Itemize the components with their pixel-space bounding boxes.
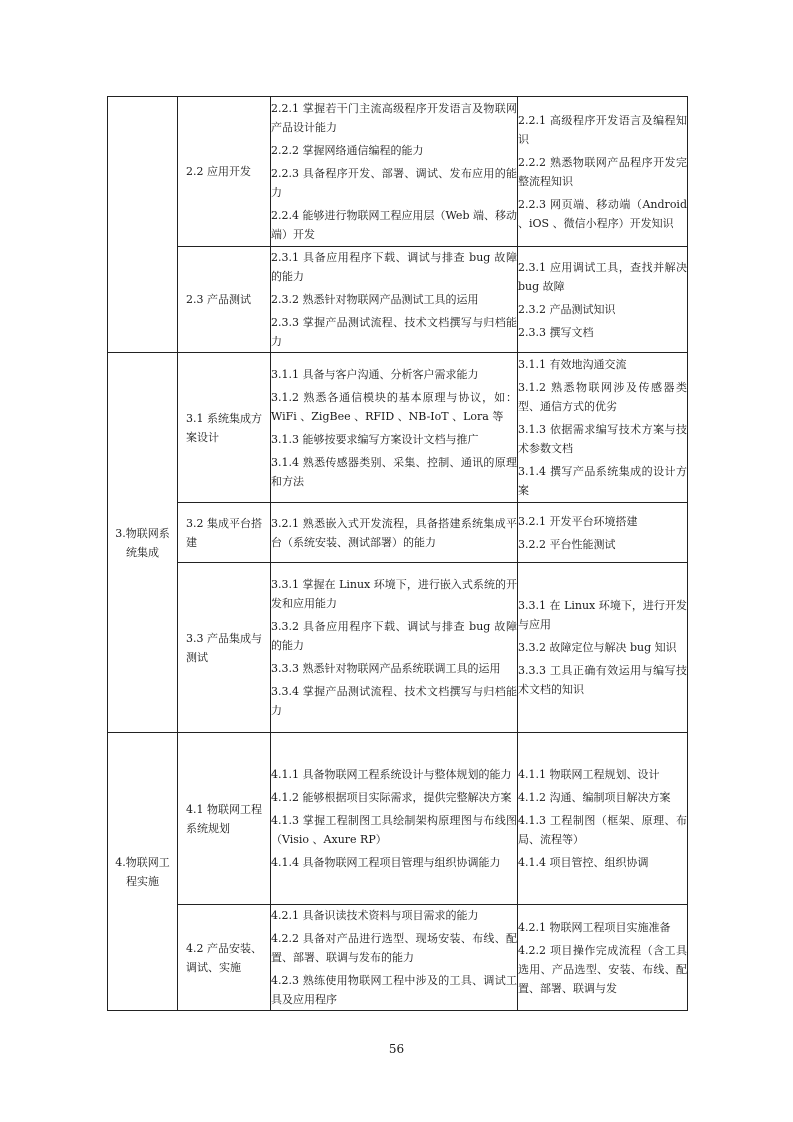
subtask-label: 2.2 应用开发: [186, 165, 251, 178]
knowledge-item: 3.1.3 依据需求编写技术方案与技术参数文档: [518, 423, 687, 455]
table-row: [108, 503, 688, 563]
knowledge-item: 2.3.1 应用调试工具，查找并解决 bug 故障: [518, 260, 687, 293]
ability-item: 4.1.3 掌握工程制图工具绘制架构原理图与布线图（Visio 、Axure RP）: [271, 814, 517, 846]
knowledge-item: 3.3.2 故障定位与解决 bug 知识: [518, 641, 677, 654]
knowledge-item: 3.2.1 开发平台环境搭建: [518, 514, 638, 528]
subtask-cell: [178, 247, 271, 353]
ability-item: 3.1.3 能够按要求编写方案设计文档与推广: [271, 432, 479, 446]
knowledge-cell: [518, 563, 688, 733]
ability-cell: [271, 353, 518, 503]
ability-item: 2.2.2 掌握网络通信编程的能力: [271, 144, 424, 157]
knowledge-item: 2.3.3 撰写文档: [518, 325, 594, 339]
ability-item: 3.1.2 熟悉各通信模块的基本原理与协议，如：WiFi 、ZigBee 、RFID 、NB-IoT 、Lora 等: [271, 390, 517, 423]
group-label: 4.物联网工程实施: [115, 855, 170, 888]
knowledge-item: 2.2.3 网页端、移动端（Android 、iOS 、微信小程序）开发知识: [518, 197, 687, 230]
subtask-label: 2.3 产品测试: [186, 293, 251, 306]
ability-item: 3.1.4 熟悉传感器类别、采集、控制、通讯的原理和方法: [271, 455, 517, 488]
ability-item: 2.2.1 掌握若干门主流高级程序开发语言及物联网产品设计能力: [271, 102, 517, 134]
knowledge-item: 4.1.1 物联网工程规划、设计: [518, 768, 660, 781]
page-number: 56: [388, 1042, 405, 1056]
knowledge-item: 2.3.2 产品测试知识: [518, 302, 616, 316]
subtask-label: 3.2 集成平台搭建: [186, 516, 262, 549]
ability-item: 4.1.1 具备物联网工程系统设计与整体规划的能力: [271, 768, 512, 781]
knowledge-cell: [518, 353, 688, 503]
table-row: [108, 905, 688, 1011]
knowledge-item: 4.2.2 项目操作完成流程（含工具选用、产品选型、安装、布线、配置、部署、联调与发: [518, 943, 687, 995]
ability-cell: [271, 97, 518, 247]
table-row: [108, 563, 688, 733]
knowledge-item: 3.3.3 工具正确有效运用与编写技术文档的知识: [518, 664, 687, 696]
knowledge-item: 3.3.1 在 Linux 环境下，进行开发与应用: [518, 599, 687, 631]
subtask-cell: [178, 503, 271, 563]
knowledge-item: 3.1.1 有效地沟通交流: [518, 358, 627, 371]
knowledge-item: 3.1.4 撰写产品系统集成的设计方案: [518, 465, 687, 497]
table-row: [108, 353, 688, 503]
knowledge-cell: [518, 503, 688, 563]
table-row: [108, 247, 688, 353]
knowledge-cell: [518, 247, 688, 353]
subtask-label: 4.1 物联网工程系统规划: [186, 802, 262, 835]
curriculum-table-body: [108, 97, 688, 1011]
ability-item: 4.2.3 熟练使用物联网工程中涉及的工具、调试工具及应用程序: [271, 974, 517, 1006]
subtask-cell: [178, 905, 271, 1011]
ability-item: 4.1.2 能够根据项目实际需求，提供完整解决方案: [271, 791, 512, 804]
ability-item: 4.1.4 具备物联网工程项目管理与组织协调能力: [271, 856, 501, 869]
group-cell: [108, 733, 178, 1011]
ability-item: 3.3.3 熟悉针对物联网产品系统联调工具的运用: [271, 662, 501, 675]
knowledge-item: 4.1.4 项目管控、组织协调: [518, 856, 649, 869]
knowledge-item: 4.1.2 沟通、编制项目解决方案: [518, 791, 671, 804]
table-row: [108, 733, 688, 905]
ability-item: 3.3.4 掌握产品测试流程、技术文档撰写与归档能力: [271, 685, 517, 717]
knowledge-item: 4.1.3 工程制图（框架、原理、布局、流程等）: [518, 814, 687, 846]
ability-cell: [271, 733, 518, 905]
knowledge-cell: [518, 905, 688, 1011]
ability-item: 4.2.2 具备对产品进行选型、现场安装、布线、配置、部署、联调与发布的能力: [271, 932, 517, 964]
ability-cell: [271, 563, 518, 733]
subtask-cell: [178, 563, 271, 733]
knowledge-cell: [518, 733, 688, 905]
ability-item: 2.3.3 掌握产品测试流程、技术文档撰写与归档能力: [271, 316, 517, 348]
knowledge-item: 4.2.1 物联网工程项目实施准备: [518, 920, 671, 934]
ability-item: 3.3.2 具备应用程序下载、调试与排查 bug 故障的能力: [271, 620, 517, 652]
knowledge-item: 2.2.2 熟悉物联网产品程序开发完整流程知识: [518, 155, 687, 188]
knowledge-item: 3.2.2 平台性能测试: [518, 537, 616, 551]
table-row: [108, 97, 688, 247]
group-cell: [108, 97, 178, 353]
ability-cell: [271, 247, 518, 353]
ability-item: 4.2.1 具备识读技术资料与项目需求的能力: [271, 909, 479, 922]
ability-item: 2.3.2 熟悉针对物联网产品测试工具的运用: [271, 293, 479, 306]
ability-item: 2.2.3 具备程序开发、部署、调试、发布应用的能力: [271, 167, 517, 199]
ability-item: 3.3.1 掌握在 Linux 环境下，进行嵌入式系统的开发和应用能力: [271, 578, 517, 610]
ability-item: 2.2.4 能够进行物联网工程应用层（Web 端、移动端）开发: [271, 209, 517, 241]
group-label: 3.物联网系统集成: [115, 526, 170, 559]
subtask-cell: [178, 733, 271, 905]
knowledge-item: 3.1.2 熟悉物联网涉及传感器类型、通信方式的优劣: [518, 381, 687, 413]
ability-item: 2.3.1 具备应用程序下载、调试与排查 bug 故障的能力: [271, 251, 517, 283]
ability-cell: [271, 905, 518, 1011]
knowledge-cell: [518, 97, 688, 247]
subtask-cell: [178, 97, 271, 247]
subtask-label: 3.3 产品集成与测试: [186, 631, 262, 664]
knowledge-item: 2.2.1 高级程序开发语言及编程知识: [518, 113, 687, 146]
ability-cell: [271, 503, 518, 563]
subtask-label: 4.2 产品安装、调试、实施: [186, 941, 262, 974]
group-cell: [108, 353, 178, 733]
ability-item: 3.2.1 熟悉嵌入式开发流程，具备搭建系统集成平台（系统安装、测试部署）的能力: [271, 516, 517, 549]
subtask-cell: [178, 353, 271, 503]
curriculum-table: [107, 96, 688, 1011]
subtask-label: 3.1 系统集成方案设计: [186, 411, 262, 444]
ability-item: 3.1.1 具备与客户沟通、分析客户需求能力: [271, 367, 479, 381]
